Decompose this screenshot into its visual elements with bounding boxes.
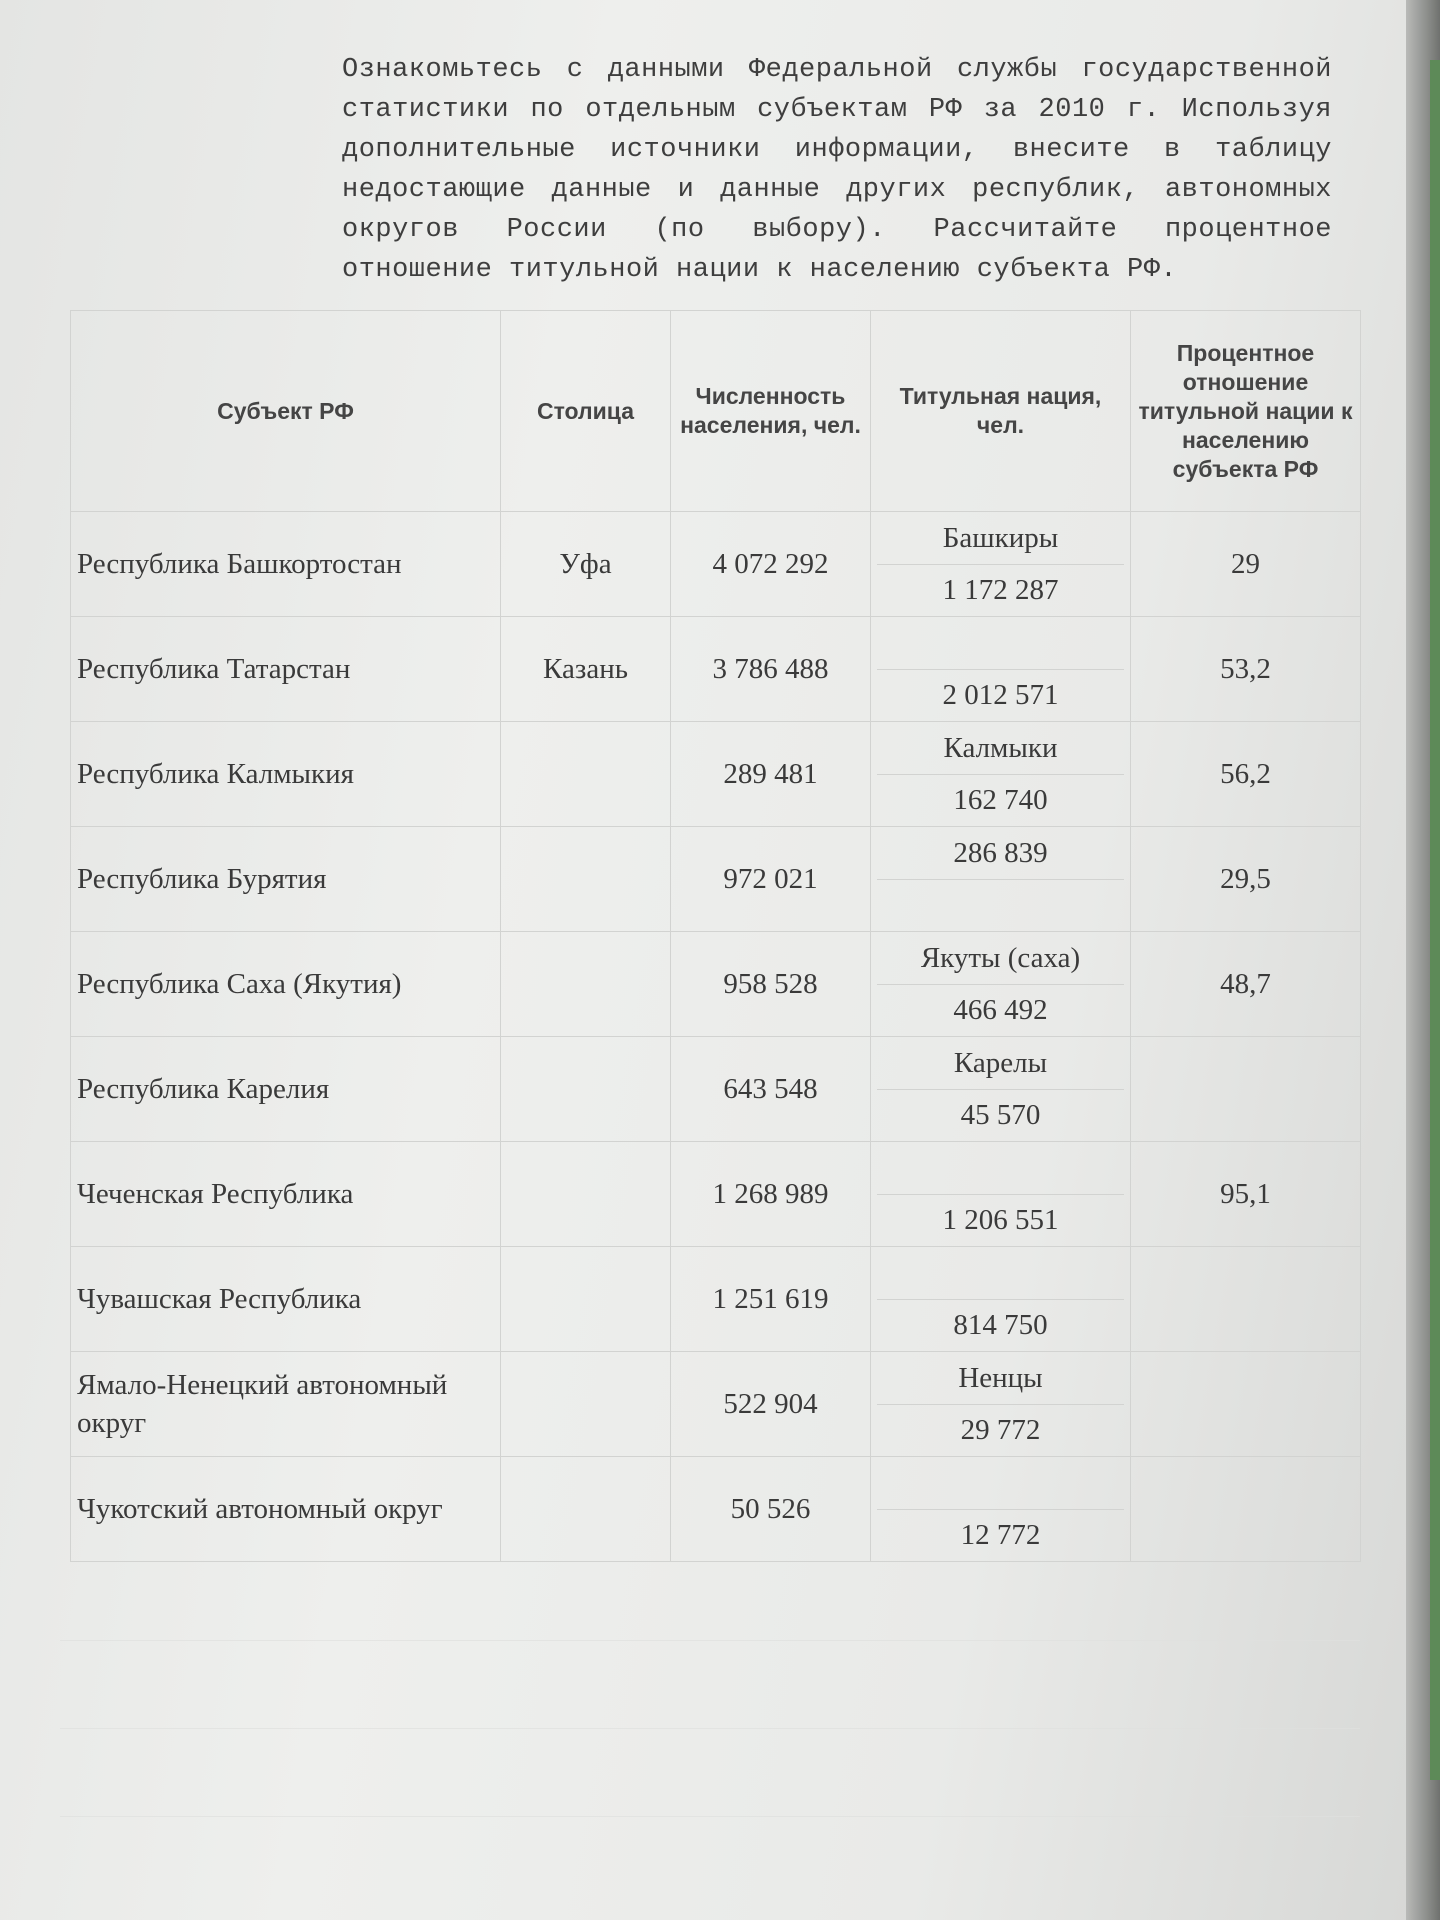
cell-titular-nation	[871, 1457, 1131, 1562]
cell-capital: Казань	[501, 617, 671, 722]
cell-population: 1 268 989	[671, 1142, 871, 1247]
cell-capital	[501, 1247, 671, 1352]
cell-percent: 48,7	[1131, 932, 1361, 1037]
cell-capital	[501, 932, 671, 1037]
cell-subject: Республика Татарстан	[71, 617, 501, 722]
cell-titular-nation	[871, 932, 1131, 1037]
cell-capital	[501, 722, 671, 827]
nation-count: 1 172 287	[942, 574, 1059, 607]
cell-capital	[501, 1142, 671, 1247]
cell-percent	[1131, 1457, 1361, 1562]
cell-population: 643 548	[671, 1037, 871, 1142]
nation-name: Башкиры	[877, 512, 1124, 565]
nation-count: 162 740	[953, 784, 1048, 817]
table-body	[71, 512, 1361, 1562]
nation-count: 12 772	[960, 1519, 1041, 1552]
cell-population: 522 904	[671, 1352, 871, 1457]
header-percent: Процентное отношение титульной нации к населению субъекта РФ	[1131, 311, 1361, 512]
table-row	[71, 1457, 1361, 1562]
cell-capital	[501, 1457, 671, 1562]
cell-percent: 53,2	[1131, 617, 1361, 722]
cell-subject: Республика Калмыкия	[71, 722, 501, 827]
cell-titular-nation	[871, 827, 1131, 932]
table-row	[71, 1247, 1361, 1352]
statistics-table	[70, 310, 1361, 1562]
cell-subject: Ямало-Ненецкий автономный округ	[71, 1352, 501, 1457]
cell-population: 289 481	[671, 722, 871, 827]
cell-titular-nation	[871, 722, 1131, 827]
cell-subject: Чукотский автономный округ	[71, 1457, 501, 1562]
cell-titular-nation	[871, 1247, 1131, 1352]
cell-subject: Республика Саха (Якутия)	[71, 932, 501, 1037]
nation-name	[877, 1142, 1124, 1195]
header-subject: Субъект РФ	[71, 311, 501, 512]
header-capital: Столица	[501, 311, 671, 512]
cell-capital	[501, 827, 671, 932]
cell-population: 4 072 292	[671, 512, 871, 617]
cell-capital	[501, 1037, 671, 1142]
nation-name	[877, 617, 1124, 670]
table-row	[71, 617, 1361, 722]
nation-count: 29 772	[960, 1414, 1041, 1447]
cell-percent	[1131, 1352, 1361, 1457]
cell-titular-nation	[871, 617, 1131, 722]
task-paragraph: Ознакомьтесь с данными Федеральной службы государственной статистики по отдельным субъектам РФ за 2010 г. Используя дополнительные источники информации, внесите в таблицу недостающие данные и данные других республик, автономных округов России (по выбору). Рассчитайте процентное отношение титульной нации к населению субъекта РФ.	[342, 55, 1332, 285]
nation-name	[877, 1457, 1124, 1510]
cell-titular-nation	[871, 1037, 1131, 1142]
table-row	[71, 512, 1361, 617]
nation-name: Калмыки	[877, 722, 1124, 775]
cell-percent: 29	[1131, 512, 1361, 617]
cell-subject: Республика Карелия	[71, 1037, 501, 1142]
nation-name	[877, 1247, 1124, 1300]
cell-capital	[501, 1352, 671, 1457]
nation-count: 814 750	[953, 1309, 1048, 1342]
nation-count	[877, 880, 1124, 932]
table-row	[71, 827, 1361, 932]
cell-titular-nation	[871, 512, 1131, 617]
nation-name: Карелы	[877, 1037, 1124, 1090]
book-cover-edge	[1430, 60, 1440, 1780]
cell-percent: 95,1	[1131, 1142, 1361, 1247]
cell-population: 50 526	[671, 1457, 871, 1562]
cell-capital: Уфа	[501, 512, 671, 617]
table-row	[71, 1352, 1361, 1457]
cell-percent: 56,2	[1131, 722, 1361, 827]
table-header-row	[71, 311, 1361, 512]
cell-population: 3 786 488	[671, 617, 871, 722]
cell-population: 1 251 619	[671, 1247, 871, 1352]
nation-name: Якуты (саха)	[877, 932, 1124, 985]
cell-subject: Республика Башкортостан	[71, 512, 501, 617]
cell-population: 972 021	[671, 827, 871, 932]
table-row	[71, 722, 1361, 827]
empty-table-area	[60, 1640, 1360, 1900]
nation-count: 466 492	[953, 994, 1048, 1027]
cell-titular-nation	[871, 1142, 1131, 1247]
table-row	[71, 932, 1361, 1037]
table-row	[71, 1142, 1361, 1247]
nation-count: 2 012 571	[942, 679, 1059, 712]
nation-name: 286 839	[877, 827, 1124, 880]
cell-subject: Республика Бурятия	[71, 827, 501, 932]
cell-population: 958 528	[671, 932, 871, 1037]
cell-percent: 29,5	[1131, 827, 1361, 932]
nation-count: 45 570	[960, 1099, 1041, 1132]
cell-percent	[1131, 1247, 1361, 1352]
cell-percent	[1131, 1037, 1361, 1142]
header-population: Численность населения, чел.	[671, 311, 871, 512]
header-titular-nation: Титульная нация, чел.	[871, 311, 1131, 512]
cell-subject: Чувашская Республика	[71, 1247, 501, 1352]
table-row	[71, 1037, 1361, 1142]
cell-subject: Чеченская Республика	[71, 1142, 501, 1247]
cell-titular-nation	[871, 1352, 1131, 1457]
nation-count: 1 206 551	[942, 1204, 1059, 1237]
nation-name: Ненцы	[877, 1352, 1124, 1405]
